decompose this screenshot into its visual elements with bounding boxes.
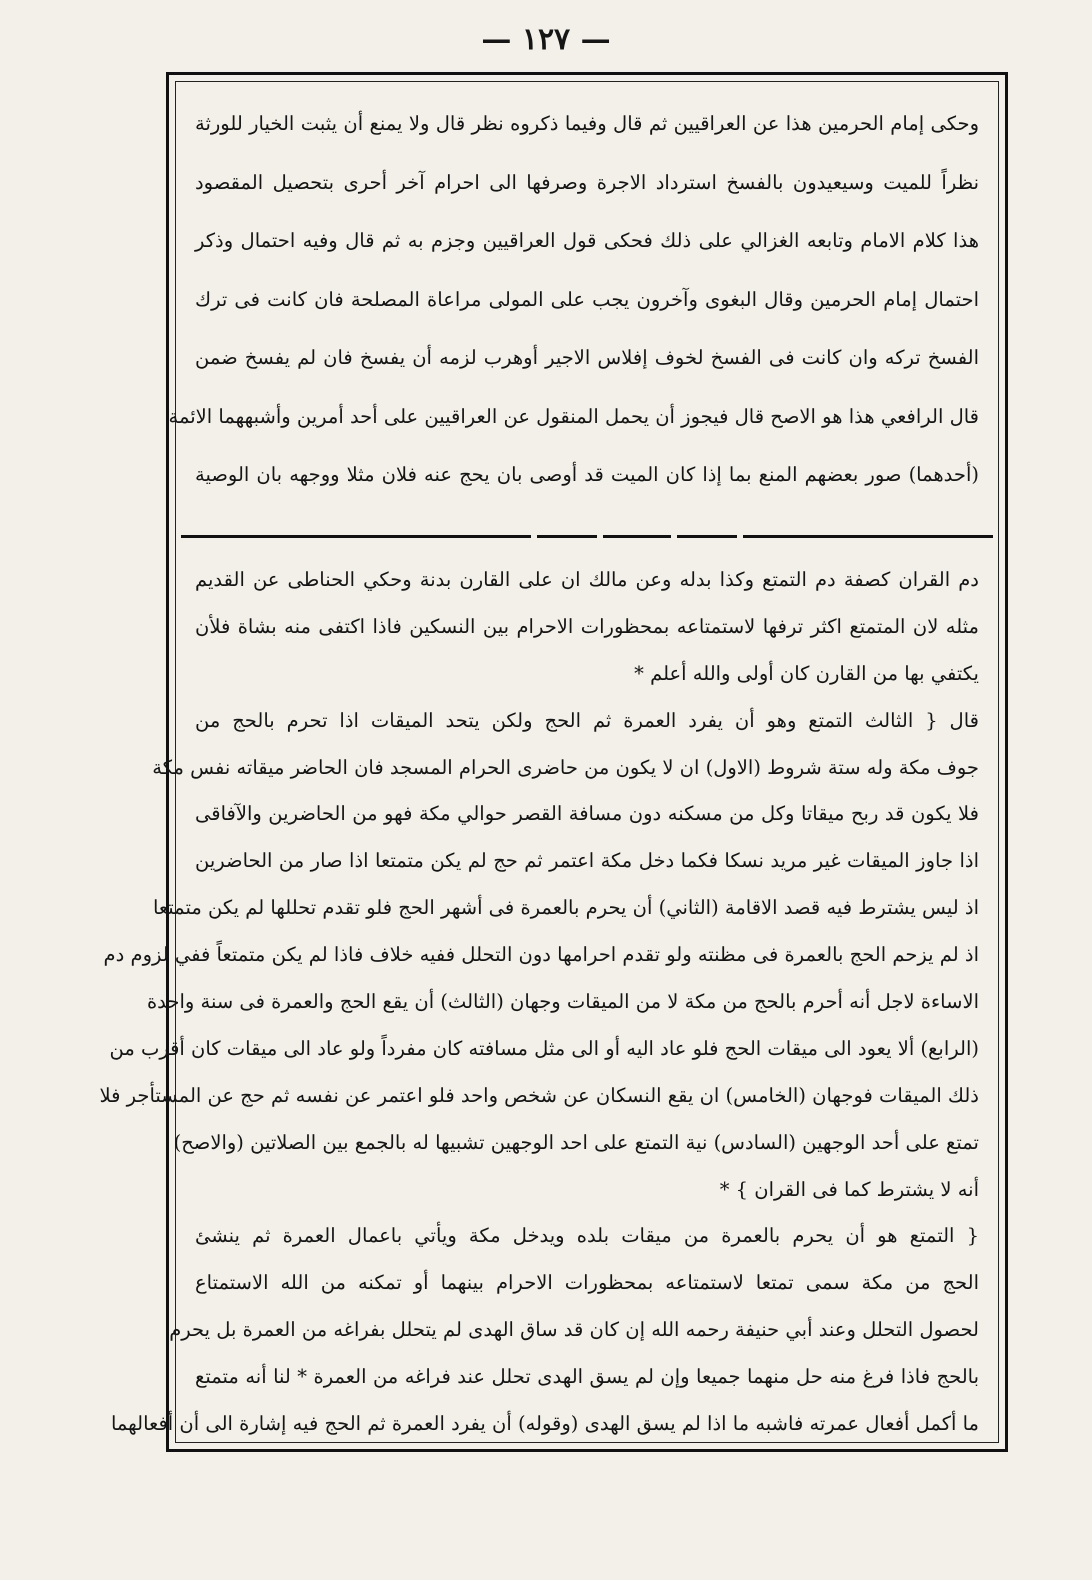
lower-line: قال { الثالث التمتع وهو أن يفرد العمرة ثم الحج ولكن يتحد الميقات اذا تحرم بالحج من bbox=[195, 708, 979, 732]
lower-line: أنه لا يشترط كما فى القران } * bbox=[719, 1177, 979, 1201]
lower-line: اذا جاوز الميقات غير مريد نسكا فكما دخل مكة اعتمر ثم حج لم يكن متمتعا اذا صار من الحاضرين bbox=[195, 849, 979, 873]
upper-line: قال الرافعي هذا هو الاصح قال فيجوز أن يحمل المنقول عن العراقيين على أحد أمرين وأشبههما الائمة bbox=[168, 404, 979, 428]
lower-line: { التمتع هو أن يحرم بالعمرة من ميقات بلده ويدخل مكة ويأتي باعمال العمرة ثم ينشئ bbox=[195, 1224, 979, 1248]
lower-line: اذ ليس يشترط فيه قصد الاقامة (الثاني) أن يحرم بالعمرة فى أشهر الحج فلو تقدم تحللها لم يكن متمتعا bbox=[152, 896, 979, 920]
lower-line: (الرابع) ألا يعود الى ميقات الحج فلو عاد اليه أو الى مثل مسافته كان مفرداً ولو عاد الى ميقات كان أقرب من bbox=[109, 1036, 979, 1060]
lower-line: لحصول التحلل وعند أبي حنيفة رحمه الله إن كان قد ساق الهدى لم يتحلل بفراغه من العمرة بل يحرم bbox=[169, 1318, 979, 1342]
page-frame bbox=[99, 72, 1008, 1452]
lower-line: دم القران كصفة دم التمتع وكذا بدله وعن مالك ان على القارن بدنة وحكي الحناطى عن القديم bbox=[195, 568, 979, 591]
lower-line: تمتع على أحد الوجهين (السادس) نية التمتع على احد الوجهين تشبيها له بالجمع بين الصلاتين (والاصح) bbox=[173, 1130, 979, 1154]
divider-segment bbox=[537, 535, 597, 538]
lower-line: ما أكمل أفعال عمرته فاشبه ما اذا لم يسق الهدى (وقوله) أن يفرد العمرة ثم الحج فيه إشارة الى أن أفعالهما bbox=[110, 1412, 979, 1436]
lower-line: جوف مكة وله ستة شروط (الاول) ان لا يكون من حاضرى الحرام المسجد فان الحاضر ميقاته نفس مكة bbox=[152, 755, 979, 779]
divider-segment bbox=[743, 535, 993, 538]
upper-line: نظراً للميت وسيعيدون بالفسخ استرداد الاجرة وصرفها الى احرام آخر أحرى بتحصيل المقصود bbox=[195, 170, 979, 194]
section-divider bbox=[181, 533, 993, 541]
lower-line: الحج من مكة سمى تمتعا لاستمتاعه بمحظورات الاحرام بينهما أو تمكنه من الله الاستمتاع bbox=[195, 1271, 979, 1295]
lower-line: ذلك الميقات فوجهان (الخامس) ان يقع النسكان عن شخص واحد فلو اعتمر عن نفسه ثم حج عن المستأجر فلا bbox=[99, 1083, 979, 1107]
page-number: — ١٢٧ — bbox=[481, 22, 611, 57]
upper-line: هذا كلام الامام وتابعه الغزالي على ذلك فحكى قول العراقيين وجزم به ثم قال وفيه احتمال وذكر bbox=[195, 229, 979, 252]
lower-line: الاساءة لاجل أنه أحرم بالحج من مكة لا من الميقات وجهان (الثالث) أن يقع الحج والعمرة فى سنة واحدة bbox=[146, 990, 979, 1014]
lower-line: مثله لان المتمتع اكثر ترفها لاستمتاعه بمحظورات الاحرام بين النسكين فاذا اكتفى منه بشاة فلأن bbox=[195, 614, 979, 638]
lower-text-block bbox=[99, 557, 979, 1448]
lower-line: بالحج فاذا فرغ منه حل منهما جميعا وإن لم يسق الهدى تحلل عند فراغه من العمرة * لنا أنه متمتع bbox=[195, 1365, 979, 1389]
lower-line: فلا يكون قد ربح ميقاتا وكل من مسكنه دون مسافة القصر حوالي مكة فهو من الحاضرين والآفاقى bbox=[195, 802, 979, 826]
upper-line: (أحدهما) صور بعضهم المنع بما إذا كان الميت قد أوصى بان يحج عنه فلان مثلا ووجهه بان الوصية bbox=[195, 463, 979, 486]
upper-line: احتمال إمام الحرمين وقال البغوى وآخرون يجب على المولى مراعاة المصلحة فان كانت فى ترك bbox=[195, 287, 979, 311]
divider-segment bbox=[181, 535, 531, 538]
lower-line: اذ لم يزحم الحج بالعمرة فى مظنته ولو تقدم احرامها دون التحلل ففيه خلاف فاذا لم يكن متمتعاً ففي لزوم دم bbox=[103, 943, 979, 967]
upper-line: وحكى إمام الحرمين هذا عن العراقيين ثم قال وفيما ذكروه نظر قال ولا يمنع أن يثبت الخيار للورثة bbox=[195, 112, 979, 135]
upper-text-block bbox=[168, 95, 979, 505]
upper-line: الفسخ تركه وان كانت فى الفسخ لخوف إفلاس الاجير أوهرب لزمه أن يفسخ فان لم يفسخ ضمن bbox=[195, 346, 979, 369]
lower-line: يكتفي بها من القارن كان أولى والله أعلم * bbox=[634, 661, 979, 685]
divider-segment bbox=[677, 535, 737, 538]
divider-segment bbox=[603, 535, 671, 538]
